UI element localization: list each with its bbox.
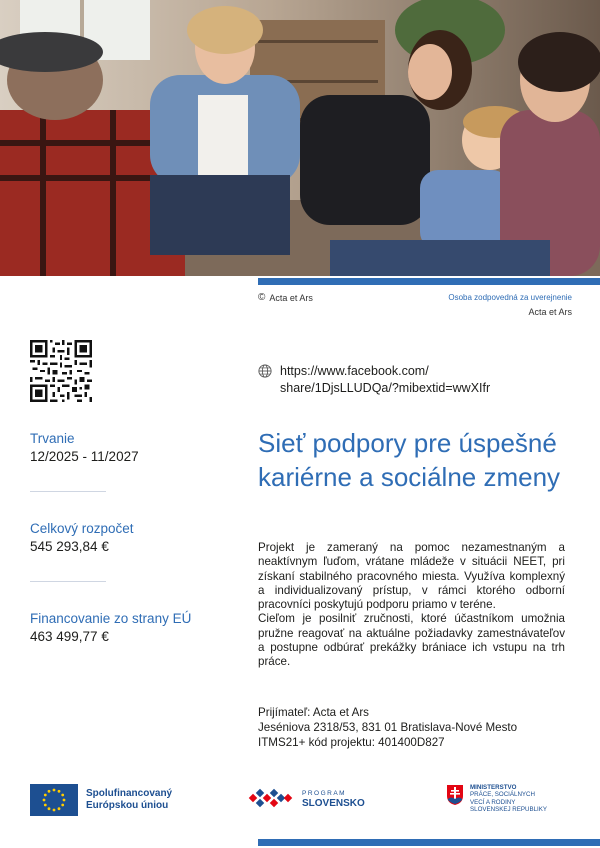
responsible-label: Osoba zodpovedná za uverejnenie xyxy=(448,293,572,302)
facebook-url-line1[interactable]: https://www.facebook.com/ xyxy=(280,364,429,378)
divider xyxy=(30,491,106,492)
header-photo xyxy=(0,0,600,276)
accent-bar-top xyxy=(258,278,600,285)
itms-code: ITMS21+ kód projektu: 401400D827 xyxy=(258,736,445,749)
ministry-line3: VECÍ A RODINY xyxy=(470,798,516,806)
description-paragraph: Cieľom je posilniť zručnosti, ktoré účastníkom umožnia pružne reagovať na aktuálne požiadavky zamestnávateľov a postupne odbúrať prekážky brániace ich vstupu na trh práce. xyxy=(258,612,565,669)
eu-flag-icon xyxy=(30,784,78,816)
duration-label: Trvanie xyxy=(30,431,75,446)
description-paragraph: Projekt je zameraný na pomoc nezamestnaným a neaktívnym ľuďom, vrátane mládeže v situácii NEET, pri získaní stabilného pracovného miesta. Využíva komplexný a individualizovaný prístup, v rámci ktorého odborní pracovníci poskytujú podporu priamo v teréne. xyxy=(258,541,565,612)
eu-logo-line2: Európskou úniou xyxy=(86,800,169,811)
ministry-line4: SLOVENSKEJ REPUBLIKY xyxy=(470,806,548,814)
recipient-address: Jeséniova 2318/53, 831 01 Bratislava-Nové Mesto xyxy=(258,721,518,734)
facebook-url[interactable] xyxy=(280,363,550,397)
budget-value: 545 293,84 € xyxy=(30,539,109,554)
program-slovensko-logo xyxy=(248,786,365,812)
photo-credit xyxy=(258,292,313,303)
recipient-info xyxy=(258,705,578,750)
eu-funding-label: Financovanie zo strany EÚ xyxy=(30,611,192,626)
budget-label: Celkový rozpočet xyxy=(30,521,134,536)
ministry-line2: PRÁCE, SOCIÁLNYCH xyxy=(470,791,535,799)
eu-cofunded-logo xyxy=(30,784,172,816)
eu-funding-block xyxy=(30,610,191,646)
slovensko-label: SLOVENSKO xyxy=(302,798,365,809)
eu-logo-line1: Spolufinancovaný xyxy=(86,788,173,799)
project-description xyxy=(258,541,565,670)
copyright-icon: © xyxy=(258,292,266,303)
duration-block xyxy=(30,430,139,466)
program-slovensko-mark-icon xyxy=(248,786,298,812)
project-title: Sieť podpory pre úspešné kariérne a sociálne zmeny xyxy=(258,428,561,492)
accent-bar-bottom xyxy=(258,839,600,846)
photo-support-group xyxy=(0,0,600,276)
duration-value: 12/2025 - 11/2027 xyxy=(30,449,139,464)
ministry-line1: MINISTERSTVO xyxy=(470,784,517,791)
recipient-name: Prijímateľ: Acta et Ars xyxy=(258,706,369,719)
ministry-logo xyxy=(446,784,547,814)
globe-icon xyxy=(258,364,272,378)
eu-funding-value: 463 499,77 € xyxy=(30,629,109,644)
photo-credit-text: Acta et Ars xyxy=(269,292,313,303)
budget-block xyxy=(30,520,134,556)
facebook-link[interactable] xyxy=(258,363,550,397)
responsible-value: Acta et Ars xyxy=(528,307,572,317)
facebook-url-line2[interactable]: share/1DjsLLUDQa/?mibextid=wwXIfr xyxy=(280,381,491,395)
qr-code-icon[interactable] xyxy=(30,340,92,402)
slovak-coat-of-arms-icon xyxy=(446,784,464,806)
divider xyxy=(30,581,106,582)
program-label: PROGRAM xyxy=(302,790,347,797)
